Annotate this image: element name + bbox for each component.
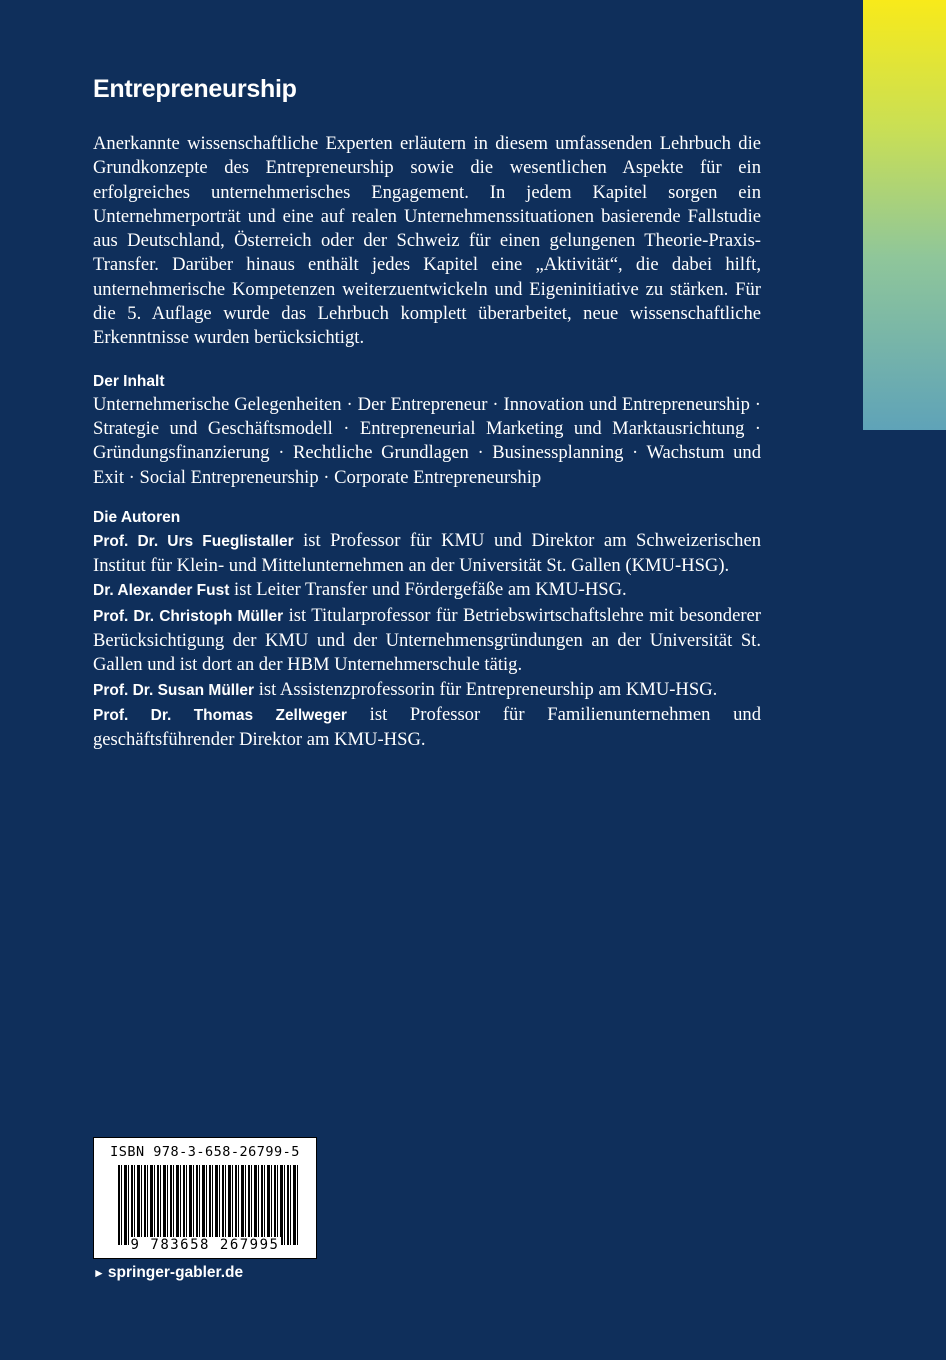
author-name: Dr. Alexander Fust <box>93 582 230 600</box>
author-name: Prof. Dr. Christoph Müller <box>93 607 284 625</box>
color-gradient-stripe <box>863 0 946 430</box>
author-entry <box>93 604 761 678</box>
barcode-bars <box>118 1165 298 1245</box>
author-bio: ist Professor für KMU und Direktor am Schweizerischen Institut für Klein- und Mittelunternehmen an der Universität St. Gallen (KMU-HSG). <box>93 529 761 577</box>
author-entry <box>93 678 761 703</box>
publisher-url: springer-gabler.de <box>107 1264 244 1281</box>
authors-heading: Die Autoren <box>93 508 181 526</box>
book-title: Entrepreneurship <box>93 75 297 103</box>
isbn-label: ISBN 978-3-658-26799-5 <box>110 1144 300 1160</box>
contents-list: Unternehmerische Gelegenheiten · Der Entrepreneur · Innovation und Entrepreneurship · Strategie und Geschäftsmodell · Entrepreneurial Marketing und Marktausrichtung · Gründungsfinanzierung · Rechtliche Grundlagen · Businessplanning · Wachstum und Exit · Social Entrepreneurship · Corporate Entrepreneurship <box>93 393 761 488</box>
author-entry <box>93 529 761 579</box>
book-description: Anerkannte wissenschaftliche Experten erläutern in diesem umfassenden Lehrbuch die Grundkonzepte des Entrepreneurship sowie die wesentlichen Aspekte für ein erfolgreiches unternehmerisches Engagement. In jedem Kapitel sorgen ein Unternehmerporträt und eine auf realen Unternehmenssituationen basierende Fallstudie aus Deutschland, Österreich oder der Schweiz für einen gelungenen Theorie-Praxis-Transfer. Darüber hinaus enthält jedes Kapitel eine „Aktivität“, die dabei hilft, unternehmerische Kompetenzen weiterzuentwickeln und Eigeninitiative zu stärken. Für die 5. Auflage wurde das Lehrbuch komplett überarbeitet, neue wissenschaftliche Erkenntnisse wurden berücksichtigt. <box>93 133 761 349</box>
author-name: Prof. Dr. Urs Fueglistaller <box>93 532 294 550</box>
author-name: Prof. Dr. Thomas Zellweger <box>93 706 347 724</box>
author-name: Prof. Dr. Susan Müller <box>93 681 255 699</box>
author-bio: ist Titularprofessor für Betriebswirtschaftslehre mit besonderer Berücksichtigung der KMU und der Unternehmensgründungen an der Universität St. Gallen und ist dort an der HBM Unternehmerschule tätig. <box>93 604 761 676</box>
barcode-digits: 9 783658 267995 <box>130 1237 280 1253</box>
publisher-link[interactable] <box>93 1264 243 1282</box>
isbn-barcode <box>93 1137 317 1259</box>
back-cover-content <box>93 72 761 753</box>
author-bio: ist Leiter Transfer und Fördergefäße am KMU-HSG. <box>229 579 627 601</box>
author-entry <box>93 703 761 753</box>
arrow-right-icon: ► <box>93 1266 105 1280</box>
author-bio: ist Professor für Familienunternehmen und geschäftsführender Direktor am KMU-HSG. <box>93 703 761 751</box>
author-entry <box>93 578 761 603</box>
author-bio: ist Assistenzprofessorin für Entrepreneurship am KMU-HSG. <box>254 678 718 700</box>
contents-heading: Der Inhalt <box>93 372 165 390</box>
